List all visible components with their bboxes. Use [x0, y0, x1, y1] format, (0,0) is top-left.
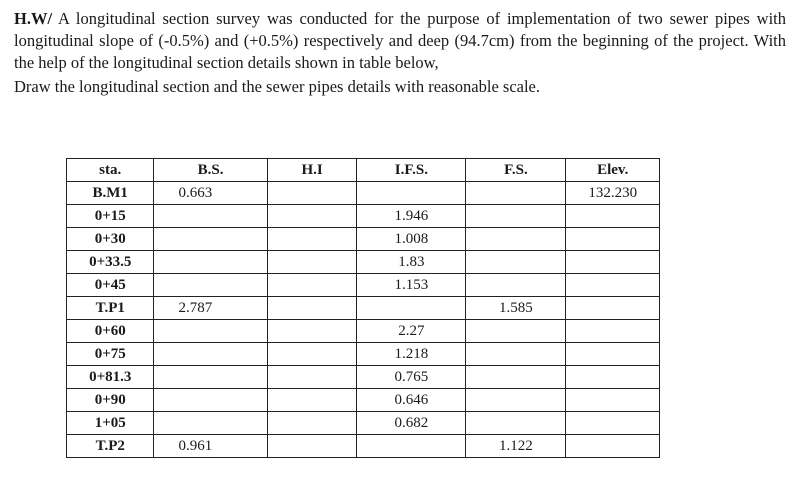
- table-row: [67, 205, 660, 228]
- header-back-sight: B.S.: [154, 159, 267, 182]
- table-row: [67, 366, 660, 389]
- cell-elevation: [566, 320, 660, 343]
- cell-station: T.P2: [67, 435, 154, 458]
- cell-elevation: [566, 343, 660, 366]
- cell-station: 0+45: [67, 274, 154, 297]
- table-header-row: [67, 159, 660, 182]
- header-station: sta.: [67, 159, 154, 182]
- leveling-table: [66, 158, 660, 458]
- cell-elevation: [566, 274, 660, 297]
- cell-station: 0+30: [67, 228, 154, 251]
- cell-intermediate-fore-sight: [357, 435, 466, 458]
- cell-elevation: [566, 228, 660, 251]
- cell-station: 0+15: [67, 205, 154, 228]
- problem-intro: [14, 8, 786, 74]
- cell-fore-sight: [466, 228, 566, 251]
- cell-fore-sight: [466, 182, 566, 205]
- cell-elevation: [566, 297, 660, 320]
- cell-back-sight: [154, 389, 267, 412]
- problem-statement: [14, 8, 786, 98]
- cell-height-of-instrument: [267, 297, 357, 320]
- cell-height-of-instrument: [267, 412, 357, 435]
- cell-station: 0+33.5: [67, 251, 154, 274]
- cell-intermediate-fore-sight: 1.946: [357, 205, 466, 228]
- cell-intermediate-fore-sight: [357, 297, 466, 320]
- cell-height-of-instrument: [267, 435, 357, 458]
- cell-back-sight: 0.961: [154, 435, 267, 458]
- cell-intermediate-fore-sight: 1.218: [357, 343, 466, 366]
- cell-back-sight: [154, 366, 267, 389]
- table-row: [67, 251, 660, 274]
- cell-station: 0+90: [67, 389, 154, 412]
- table-header: [67, 159, 660, 182]
- cell-intermediate-fore-sight: [357, 182, 466, 205]
- table-row: [67, 182, 660, 205]
- cell-fore-sight: 1.585: [466, 297, 566, 320]
- cell-station: 0+81.3: [67, 366, 154, 389]
- cell-height-of-instrument: [267, 274, 357, 297]
- cell-height-of-instrument: [267, 182, 357, 205]
- cell-back-sight: 0.663: [154, 182, 267, 205]
- header-height-of-instrument: H.I: [267, 159, 357, 182]
- table-body: [67, 182, 660, 458]
- cell-height-of-instrument: [267, 228, 357, 251]
- cell-back-sight: [154, 205, 267, 228]
- cell-fore-sight: [466, 343, 566, 366]
- table-row: [67, 297, 660, 320]
- cell-station: B.M1: [67, 182, 154, 205]
- cell-height-of-instrument: [267, 251, 357, 274]
- cell-elevation: [566, 412, 660, 435]
- cell-intermediate-fore-sight: 1.83: [357, 251, 466, 274]
- cell-back-sight: [154, 320, 267, 343]
- cell-station: 1+05: [67, 412, 154, 435]
- cell-back-sight: [154, 274, 267, 297]
- header-intermediate-fore-sight: I.F.S.: [357, 159, 466, 182]
- table-row: [67, 389, 660, 412]
- cell-fore-sight: [466, 389, 566, 412]
- table-row: [67, 343, 660, 366]
- cell-intermediate-fore-sight: 1.008: [357, 228, 466, 251]
- table-row: [67, 274, 660, 297]
- cell-height-of-instrument: [267, 205, 357, 228]
- cell-elevation: [566, 205, 660, 228]
- cell-fore-sight: [466, 205, 566, 228]
- cell-intermediate-fore-sight: 0.682: [357, 412, 466, 435]
- cell-elevation: [566, 366, 660, 389]
- cell-back-sight: [154, 343, 267, 366]
- cell-height-of-instrument: [267, 343, 357, 366]
- table-row: [67, 412, 660, 435]
- cell-intermediate-fore-sight: 1.153: [357, 274, 466, 297]
- header-elevation: Elev.: [566, 159, 660, 182]
- cell-fore-sight: [466, 366, 566, 389]
- cell-fore-sight: [466, 274, 566, 297]
- cell-elevation: [566, 251, 660, 274]
- cell-height-of-instrument: [267, 389, 357, 412]
- cell-intermediate-fore-sight: 2.27: [357, 320, 466, 343]
- cell-elevation: [566, 389, 660, 412]
- cell-fore-sight: [466, 412, 566, 435]
- header-fore-sight: F.S.: [466, 159, 566, 182]
- cell-station: 0+75: [67, 343, 154, 366]
- cell-fore-sight: [466, 320, 566, 343]
- table-row: [67, 435, 660, 458]
- cell-intermediate-fore-sight: 0.765: [357, 366, 466, 389]
- cell-elevation: 132.230: [566, 182, 660, 205]
- homework-label: H.W/: [14, 9, 53, 28]
- cell-fore-sight: 1.122: [466, 435, 566, 458]
- problem-intro-text: A longitudinal section survey was conducted for the purpose of implementation of two sewer pipes with longitudinal slope of (-0.5%) and (+0.5%) respectively and deep (94.7cm) from the beginning of the project. With the help of the longitudinal section details shown in table below,: [14, 9, 786, 72]
- cell-station: 0+60: [67, 320, 154, 343]
- table-row: [67, 228, 660, 251]
- table-row: [67, 320, 660, 343]
- problem-task: Draw the longitudinal section and the sewer pipes details with reasonable scale.: [14, 77, 541, 96]
- cell-intermediate-fore-sight: 0.646: [357, 389, 466, 412]
- cell-height-of-instrument: [267, 366, 357, 389]
- cell-back-sight: 2.787: [154, 297, 267, 320]
- cell-fore-sight: [466, 251, 566, 274]
- cell-back-sight: [154, 251, 267, 274]
- cell-height-of-instrument: [267, 320, 357, 343]
- cell-elevation: [566, 435, 660, 458]
- cell-back-sight: [154, 228, 267, 251]
- cell-station: T.P1: [67, 297, 154, 320]
- cell-back-sight: [154, 412, 267, 435]
